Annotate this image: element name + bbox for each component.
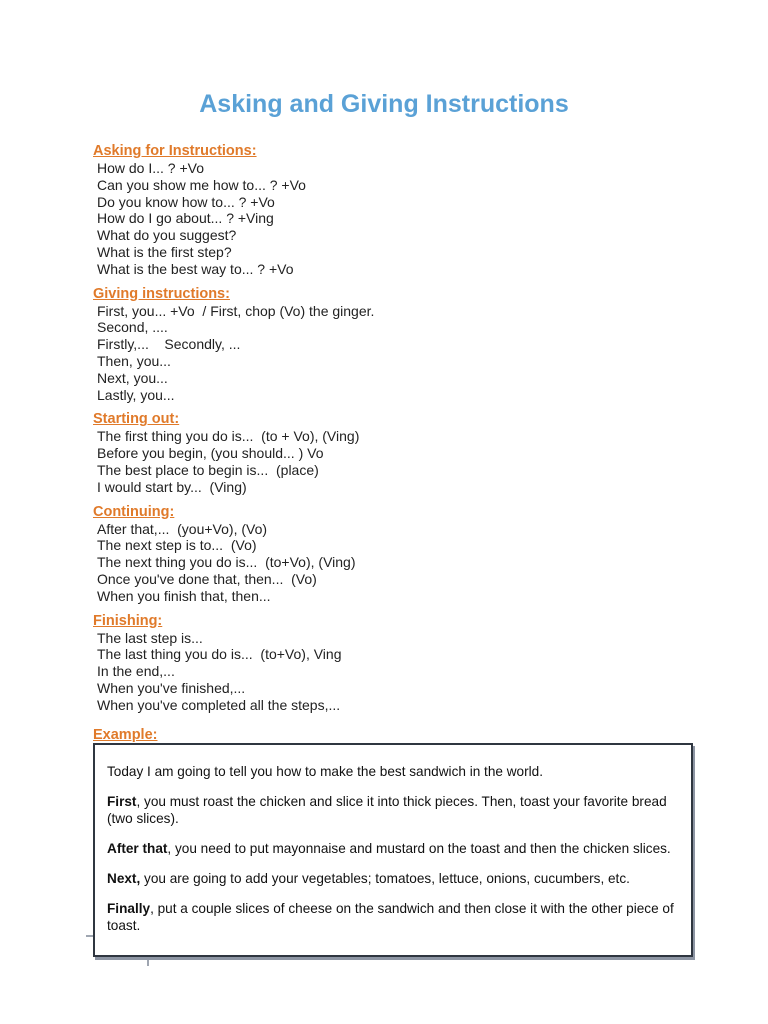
section-heading: Giving instructions: bbox=[93, 285, 230, 302]
section-asking bbox=[93, 142, 713, 278]
phrase-item: Then, you... bbox=[97, 352, 171, 369]
phrase-item: When you've finished,... bbox=[97, 679, 246, 696]
section-starting bbox=[93, 410, 713, 495]
example-paragraph bbox=[107, 870, 679, 887]
example-text: , you must roast the chicken and slice it into thick pieces. Then, toast your favorite bread (two slices). bbox=[107, 794, 667, 826]
phrase-item: The best place to begin is... (place) bbox=[97, 461, 319, 478]
phrase-item: The last thing you do is... (to+Vo), Ving bbox=[97, 646, 342, 663]
phrase-item: What do you suggest? bbox=[97, 227, 237, 244]
section-giving bbox=[93, 285, 713, 404]
phrase-list bbox=[93, 521, 713, 605]
example-text: you are going to add your vegetables; tomatoes, lettuce, onions, cucumbers, etc. bbox=[140, 871, 630, 886]
phrase-item: Once you've done that, then... (Vo) bbox=[97, 570, 317, 587]
phrase-item: Next, you... bbox=[97, 369, 168, 386]
example-heading: Example: bbox=[93, 726, 158, 743]
phrase-item: Lastly, you... bbox=[97, 386, 175, 403]
section-heading: Asking for Instructions: bbox=[93, 143, 257, 159]
phrase-item: When you finish that, then... bbox=[97, 587, 271, 604]
example-paragraph bbox=[107, 840, 679, 857]
phrase-item: Do you know how to... ? +Vo bbox=[97, 193, 275, 210]
section-continuing bbox=[93, 503, 713, 605]
phrase-item: Second, .... bbox=[97, 319, 168, 336]
example-text: , you need to put mayonnaise and mustard on the toast and then the chicken slices. bbox=[167, 841, 671, 856]
phrase-item: How do I go about... ? +Ving bbox=[97, 210, 274, 227]
phrase-item: When you've completed all the steps,... bbox=[97, 696, 341, 713]
phrase-list bbox=[93, 160, 713, 278]
phrase-item: In the end,... bbox=[97, 663, 175, 680]
phrase-item: How do I... ? +Vo bbox=[97, 160, 205, 176]
example-lead: Finally bbox=[107, 901, 151, 916]
example-box bbox=[93, 743, 693, 957]
phrase-item: The next step is to... (Vo) bbox=[97, 537, 257, 554]
decorative-line bbox=[147, 956, 149, 966]
phrase-list bbox=[93, 428, 713, 495]
section-heading: Continuing: bbox=[93, 503, 175, 520]
phrase-item: Before you begin, (you should... ) Vo bbox=[97, 445, 324, 462]
phrase-item: What is the best way to... ? +Vo bbox=[97, 260, 294, 277]
phrase-item: The next thing you do is... (to+Vo), (Ving) bbox=[97, 554, 356, 571]
example-text: , put a couple slices of cheese on the sandwich and then close it with the other piece of toast. bbox=[107, 901, 674, 933]
content bbox=[93, 142, 713, 744]
example-lead: First bbox=[107, 794, 137, 809]
example-paragraph bbox=[107, 900, 679, 934]
phrase-item: After that,... (you+Vo), (Vo) bbox=[97, 520, 268, 537]
section-heading: Starting out: bbox=[93, 411, 180, 428]
phrase-item: Can you show me how to... ? +Vo bbox=[97, 176, 306, 193]
example-intro: Today I am going to tell you how to make the best sandwich in the world. bbox=[107, 764, 543, 779]
section-finishing bbox=[93, 612, 713, 714]
phrase-list bbox=[93, 630, 713, 714]
phrase-item: The last step is... bbox=[97, 629, 203, 646]
phrase-item: The first thing you do is... (to + Vo), (Ving) bbox=[97, 428, 360, 445]
phrase-item: Firstly,... Secondly, ... bbox=[97, 336, 241, 353]
phrase-item: I would start by... (Ving) bbox=[97, 478, 247, 495]
example-lead: After that bbox=[107, 841, 168, 856]
example-paragraph bbox=[107, 793, 679, 827]
example-lead: Next, bbox=[107, 871, 141, 886]
phrase-item: What is the first step? bbox=[97, 243, 232, 260]
phrase-item: First, you... +Vo / First, chop (Vo) the ginger. bbox=[97, 302, 375, 319]
page-title: Asking and Giving Instructions bbox=[199, 90, 569, 118]
phrase-list bbox=[93, 303, 713, 404]
section-heading: Finishing: bbox=[93, 612, 163, 629]
